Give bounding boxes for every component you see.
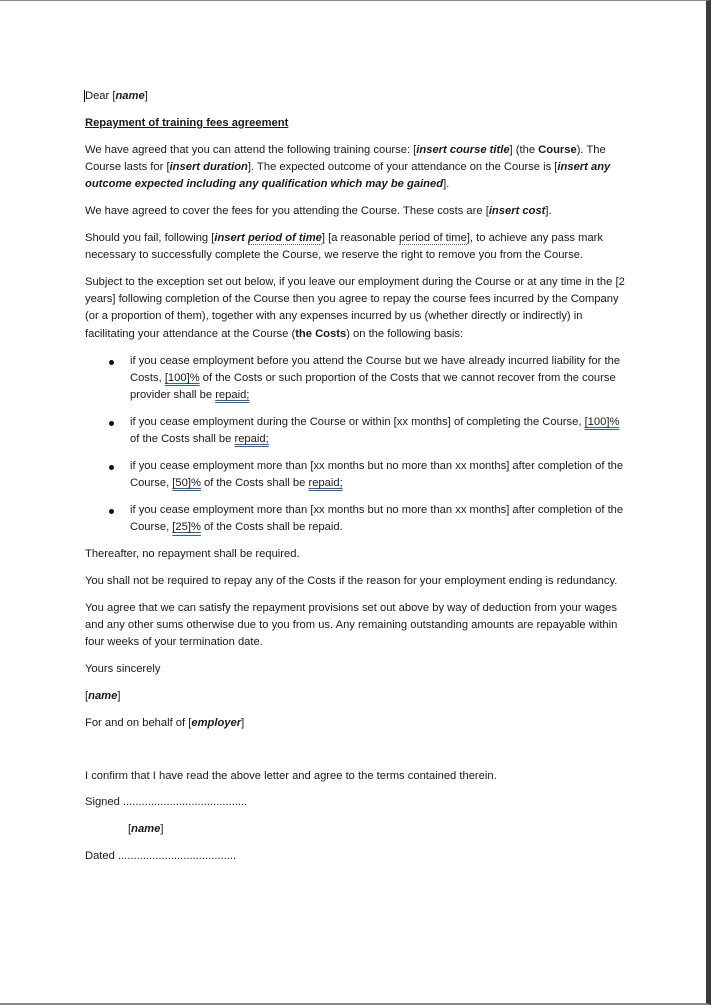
text: ]. The expected outcome of your attendance on the Course is [ [247,160,558,173]
dated-line: Dated ...................................... [85,850,237,862]
text: ]. [545,204,552,217]
paragraph-course [85,142,630,194]
salutation-prefix: Dear [ [85,90,116,102]
text: if you cease employment more than [xx months but no more than xx months] after completion of the Course, [130,460,624,490]
text: ], to achieve any pass mark necessary to successfully complete the Course, we reserve the right to remove you from the Course. [85,231,603,262]
name-placeholder: name [131,823,161,836]
paragraph-fail [85,230,630,265]
outcome-placeholder: insert any outcome expected including any qualification which may be gained [85,160,611,191]
paragraph-deduction: You agree that we can satisfy the repayment provisions set out above by way of deduction from your wages and any other sums otherwise due to you from us. Any remaining outstanding amounts are repayable within four weeks of your termination date. [85,601,618,649]
paragraph-redundancy: You shall not be required to repay any of the Costs if the reason for your employment ending is redundancy. [85,575,618,588]
document-body[interactable] [85,88,630,875]
salutation-name-placeholder: name [115,90,145,102]
text: ] [117,690,121,703]
on-behalf-line [85,715,630,732]
spelling-flag-percent[interactable]: [25]% [172,521,201,534]
list-item [85,353,630,405]
list-item [85,502,630,537]
text: ] (the [509,143,539,156]
text: ] [a reasonable [321,231,400,244]
text: if you cease employment more than [xx months but no more than xx months] after completion of the Course, [130,504,624,534]
text: ) on the following basis: [346,327,464,340]
course-title-placeholder: insert course title [416,143,510,156]
text: For and on behalf of [ [85,716,192,729]
text: ]. [443,178,450,191]
confirm-name [85,821,630,838]
repayment-list [85,353,630,537]
name-placeholder: name [88,690,118,703]
text: of the Costs or such proportion of the Costs that we cannot recover from the course provider shall be [130,371,616,402]
employer-placeholder: employer [191,716,242,729]
text: We have agreed to cover the fees for you attending the Course. These costs are [ [85,204,489,217]
confirmation-statement: I confirm that I have read the above letter and agree to the terms contained therein. [85,769,497,782]
text: [ [128,823,132,836]
spelling-flag-percent[interactable]: [100]% [584,415,620,428]
paragraph-repayment-basis [85,274,630,343]
spelling-flag-repaid[interactable]: repaid; [215,389,250,402]
paragraph-thereafter: Thereafter, no repayment shall be required. [85,548,300,561]
text: of the Costs shall be [130,433,235,446]
spelling-flag-percent[interactable]: [50]% [172,477,201,490]
signatory-name [85,688,630,705]
text: [ [85,690,89,703]
spelling-flag-repaid[interactable]: repaid; [234,433,269,446]
list-item [85,458,630,493]
letter-heading: Repayment of training fees agreement [85,116,289,129]
text: We have agreed that you can attend the following training course: [ [85,143,417,156]
text: of the Costs shall be [200,477,309,490]
text: Subject to the exception set out below, if you leave our employment during the Course or at any time in the [2 years] following completion of the Course then you agree to repay the course fees incurred by the Company (or a proportion of them), together with any expenses incurred by us (whether directly or indirectly) in facilitating your attendance at the Course ( [85,275,625,340]
spelling-flag-percent[interactable]: [100]% [164,371,200,384]
paragraph-fees [85,203,630,220]
text: ). The Course lasts for [ [85,143,606,173]
text: Should you fail, following [ [85,231,215,244]
grammar-flag-period[interactable]: period of time [247,231,322,244]
signed-line: Signed ........................................ [85,796,248,809]
cost-placeholder: insert cost [488,204,546,217]
text: if you cease employment during the Course or within [xx months] of completing the Course, [130,415,585,428]
duration-placeholder: insert duration [169,160,248,173]
defined-term-course: Course [538,143,577,156]
text: ] [241,716,245,729]
salutation [85,88,630,105]
closing: Yours sincerely [85,663,161,676]
list-item [85,414,630,449]
spacer [85,742,630,768]
salutation-suffix: ] [144,90,148,102]
grammar-flag-period[interactable]: period of time [399,231,467,244]
text: if you cease employment before you attend the Course but we have already incurred liability for the Costs, [130,354,621,384]
spelling-flag-repaid[interactable]: repaid; [308,477,343,490]
defined-term-costs: the Costs [295,327,347,340]
text: of the Costs shall be repaid. [200,521,343,534]
text: ] [160,823,164,836]
period-placeholder: insert [214,231,248,244]
